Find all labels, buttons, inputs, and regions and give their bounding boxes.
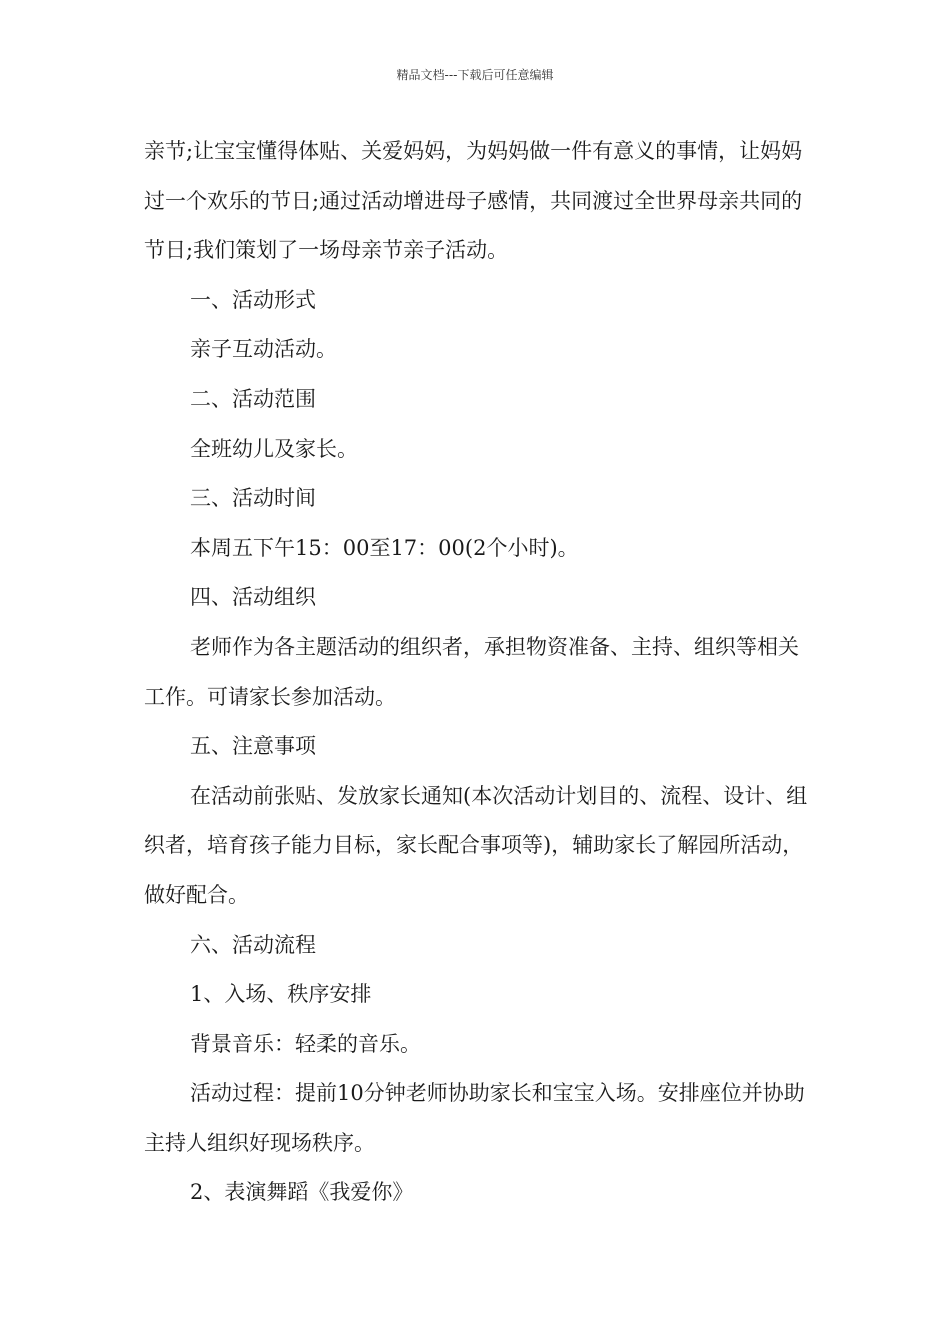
paragraph-activity-procedure: 活动过程：提前10分钟老师协助家长和宝宝入场。安排座位并协助主持人组织好现场秩序。 (144, 1081, 805, 1155)
heading-activity-time: 三、活动时间 (190, 486, 316, 511)
paragraph-intro: 亲节;让宝宝懂得体贴、关爱妈妈，为妈妈做一件有意义的事情，让妈妈过一个欢乐的节日;通过活动增进母子感情，共同渡过全世界母亲共同的节日;我们策划了一场母亲节亲子活动。 (144, 139, 803, 263)
heading-notes: 五、注意事项 (190, 734, 316, 759)
paragraph-activity-organization: 老师作为各主题活动的组织者，承担物资准备、主持、组织等相关工作。可请家长参加活动。 (144, 634, 799, 709)
paragraph-background-music: 背景音乐：轻柔的音乐。 (190, 1031, 421, 1056)
paragraph-activity-time: 本周五下午15：00至17：00(2个小时)。 (190, 535, 579, 560)
step-entry: 1、入场、秩序安排 (190, 982, 372, 1007)
document-body (144, 127, 814, 1218)
page-header: 精品文档---下载后可任意编辑 (396, 68, 554, 82)
heading-activity-process: 六、活动流程 (190, 932, 316, 957)
paragraph-notes: 在活动前张贴、发放家长通知(本次活动计划目的、流程、设计、组织者，培育孩子能力目标，家长配合事项等)，辅助家长了解园所活动，做好配合。 (144, 783, 808, 907)
heading-activity-scope: 二、活动范围 (190, 386, 316, 411)
heading-activity-form: 一、活动形式 (190, 287, 316, 312)
paragraph-activity-form: 亲子互动活动。 (190, 337, 337, 362)
heading-activity-organization: 四、活动组织 (190, 585, 316, 610)
paragraph-activity-scope: 全班幼儿及家长。 (190, 436, 358, 461)
step-dance: 2、表演舞蹈《我爱你》 (190, 1180, 414, 1205)
